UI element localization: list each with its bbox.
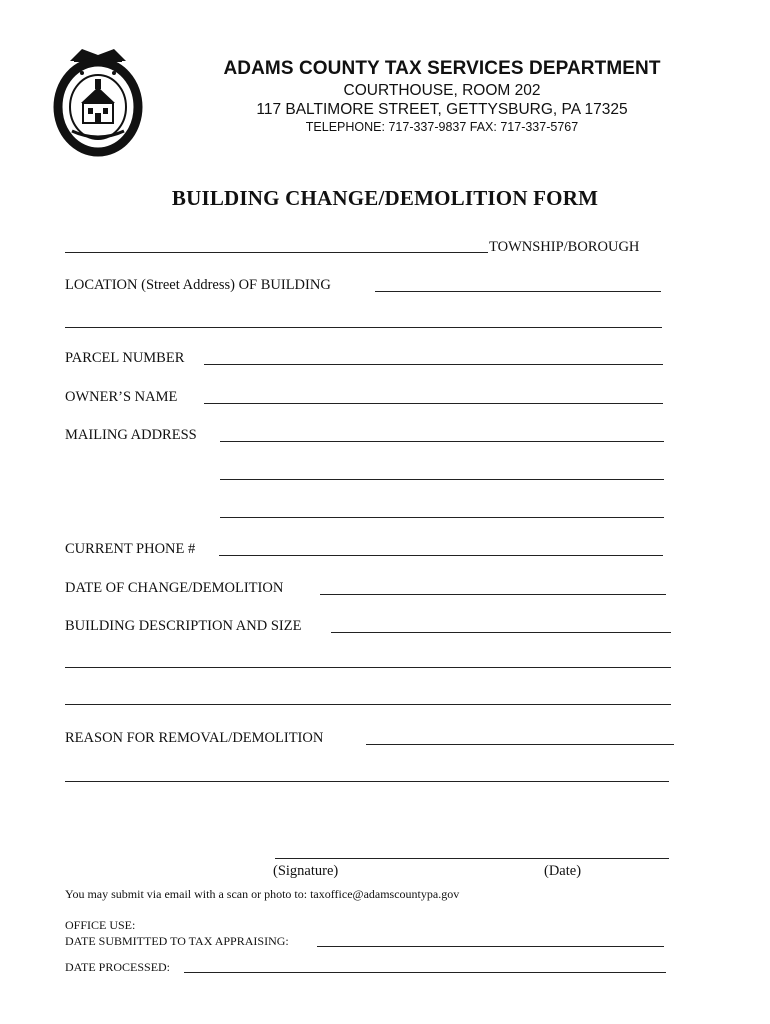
mailing-field-3[interactable] bbox=[220, 517, 664, 518]
date-submitted-label: DATE SUBMITTED TO TAX APPRAISING: bbox=[65, 934, 289, 948]
mailing-field-2[interactable] bbox=[220, 479, 664, 480]
reason-label: REASON FOR REMOVAL/DEMOLITION bbox=[65, 730, 324, 746]
parcel-field[interactable] bbox=[204, 364, 663, 365]
owner-label: OWNER’S NAME bbox=[65, 389, 178, 405]
email-note: You may submit via email with a scan or photo to: taxoffice@adamscountypa.gov bbox=[65, 887, 460, 901]
description-field[interactable] bbox=[331, 632, 671, 633]
owner-field[interactable] bbox=[204, 403, 663, 404]
department-title: ADAMS COUNTY TAX SERVICES DEPARTMENT bbox=[223, 58, 661, 79]
date-processed-field[interactable] bbox=[184, 972, 666, 973]
office-contact: TELEPHONE: 717-337-9837 FAX: 717-337-5767 bbox=[305, 120, 579, 134]
reason-field[interactable] bbox=[366, 744, 674, 745]
county-seal-icon bbox=[52, 45, 144, 157]
mailing-label: MAILING ADDRESS bbox=[65, 427, 197, 443]
description-field-3[interactable] bbox=[65, 704, 671, 705]
parcel-label: PARCEL NUMBER bbox=[65, 350, 185, 366]
phone-label: CURRENT PHONE # bbox=[65, 541, 196, 557]
phone-field[interactable] bbox=[219, 555, 663, 556]
date-label: (Date) bbox=[544, 863, 582, 879]
location-field-2[interactable] bbox=[65, 327, 662, 328]
office-use-heading: OFFICE USE: bbox=[65, 918, 136, 932]
date-change-field[interactable] bbox=[320, 594, 666, 595]
reason-field-2[interactable] bbox=[65, 781, 669, 782]
description-field-2[interactable] bbox=[65, 667, 671, 668]
location-label: LOCATION (Street Address) OF BUILDING bbox=[65, 277, 331, 293]
location-field[interactable] bbox=[375, 291, 661, 292]
office-room: COURTHOUSE, ROOM 202 bbox=[343, 82, 541, 99]
signature-field[interactable] bbox=[275, 858, 669, 859]
mailing-field[interactable] bbox=[220, 441, 664, 442]
office-street: 117 BALTIMORE STREET, GETTYSBURG, PA 17325 bbox=[256, 101, 628, 118]
date-processed-label: DATE PROCESSED: bbox=[65, 960, 171, 974]
date-submitted-field[interactable] bbox=[317, 946, 664, 947]
date-change-label: DATE OF CHANGE/DEMOLITION bbox=[65, 580, 284, 596]
signature-label: (Signature) bbox=[273, 863, 339, 879]
township-label: TOWNSHIP/BOROUGH bbox=[489, 239, 640, 255]
township-field[interactable] bbox=[65, 252, 488, 253]
form-title: BUILDING CHANGE/DEMOLITION FORM bbox=[171, 186, 599, 210]
description-label: BUILDING DESCRIPTION AND SIZE bbox=[65, 618, 302, 634]
